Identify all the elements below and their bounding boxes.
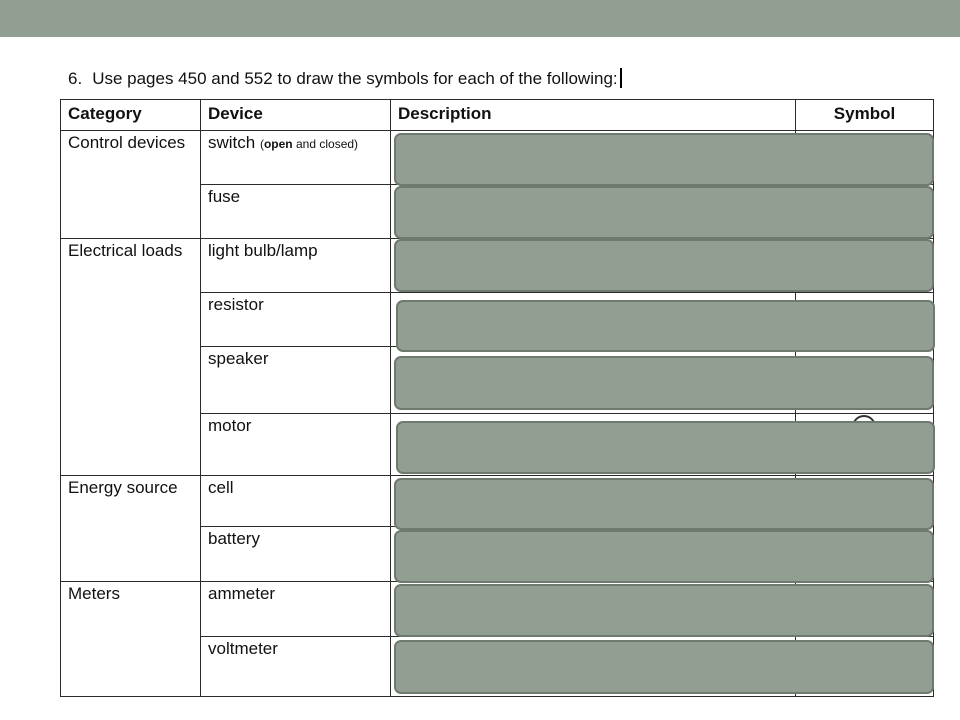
top-banner <box>0 0 960 37</box>
header-device: Device <box>201 100 391 131</box>
device-battery: battery <box>201 527 391 582</box>
answer-cover-fuse[interactable] <box>394 186 934 239</box>
answer-cover-resistor[interactable] <box>396 300 935 352</box>
category-control-devices: Control devices <box>61 131 201 239</box>
category-meters: Meters <box>61 582 201 697</box>
device-fuse: fuse <box>201 185 391 239</box>
header-symbol: Symbol <box>796 100 934 131</box>
device-switch-note: (open and closed) <box>259 137 359 151</box>
answer-cover-switch[interactable] <box>394 133 934 186</box>
device-speaker: speaker <box>201 347 391 414</box>
device-switch-label: switch <box>208 133 256 152</box>
answer-cover-motor[interactable] <box>396 421 935 474</box>
answer-cover-speaker[interactable] <box>394 356 934 410</box>
text-cursor <box>620 68 622 88</box>
device-resistor: resistor <box>201 293 391 347</box>
table-header-row <box>61 100 934 131</box>
instruction-text <box>68 68 622 89</box>
answer-cover-ammeter[interactable] <box>394 584 934 637</box>
device-cell: cell <box>201 476 391 527</box>
note-and: and <box>295 137 317 151</box>
answer-cover-light-bulb[interactable] <box>394 239 934 292</box>
device-ammeter: ammeter <box>201 582 391 637</box>
device-motor: motor <box>201 414 391 476</box>
device-switch <box>201 131 391 185</box>
answer-cover-voltmeter[interactable] <box>394 640 934 694</box>
instruction-body: Use pages 450 and 552 to draw the symbols for each of the following: <box>92 69 618 88</box>
answer-cover-battery[interactable] <box>394 530 934 583</box>
note-closed: closed <box>319 137 355 151</box>
device-light-bulb: light bulb/lamp <box>201 239 391 293</box>
header-category: Category <box>61 100 201 131</box>
category-energy-source: Energy source <box>61 476 201 582</box>
device-voltmeter: voltmeter <box>201 637 391 697</box>
instruction-number: 6. <box>68 69 83 88</box>
category-electrical-loads: Electrical loads <box>61 239 201 476</box>
answer-cover-cell[interactable] <box>394 478 934 530</box>
header-description: Description <box>391 100 796 131</box>
note-open: open <box>263 137 293 151</box>
